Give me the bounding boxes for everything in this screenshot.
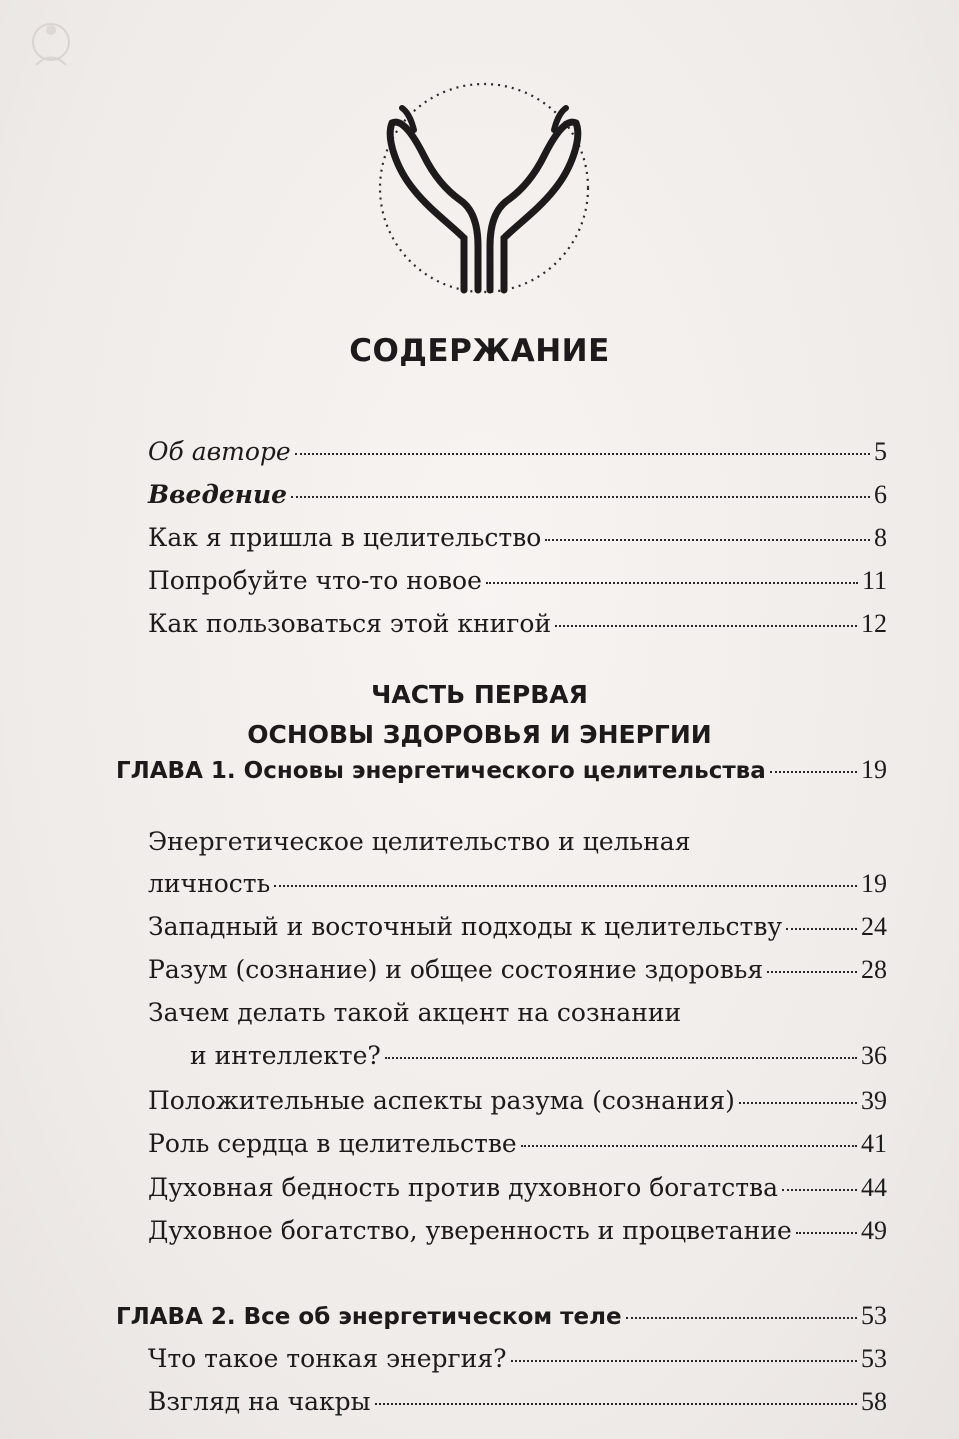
- toc-page-number: 24: [861, 912, 887, 941]
- toc-page-number: 53: [861, 1344, 887, 1373]
- toc-entry-label: Роль сердца в целительстве: [148, 1129, 517, 1158]
- toc-entry-label: Как я пришла в целительство: [148, 523, 542, 552]
- raised-hands-icon: [374, 78, 594, 298]
- dot-leader: [786, 928, 857, 930]
- toc-page-number: 8: [874, 523, 887, 552]
- dot-leader: [291, 496, 870, 498]
- chapter-entry[interactable]: [116, 1301, 887, 1332]
- chapter-label: ГЛАВА 1. Основы энергетического целительства: [116, 758, 766, 784]
- toc-entry-label: Об авторе: [148, 437, 291, 466]
- toc-entry-label-line1: Зачем делать такой акцент на сознании: [148, 998, 682, 1027]
- toc-entry[interactable]: [148, 955, 887, 985]
- toc-entry-label: Взгляд на чакры: [148, 1387, 371, 1416]
- toc-entry[interactable]: [148, 1344, 887, 1374]
- toc-page-number: 36: [861, 1041, 887, 1070]
- toc-page-number: 41: [861, 1129, 887, 1158]
- dot-leader: [555, 625, 857, 627]
- toc-page-number: 44: [861, 1173, 887, 1202]
- dot-leader: [626, 1317, 857, 1319]
- toc-page-number: 5: [874, 437, 887, 466]
- dot-leader: [274, 885, 857, 887]
- toc-entry[interactable]: [148, 523, 887, 553]
- toc-page-number: 11: [861, 566, 887, 595]
- toc-entry-label: личность: [148, 869, 271, 898]
- toc-page-number: 58: [861, 1387, 887, 1416]
- toc-entry-label: Введение: [148, 480, 288, 509]
- chapter-label: ГЛАВА 2. Все об энергетическом теле: [116, 1304, 622, 1330]
- toc-entry[interactable]: [148, 869, 887, 899]
- toc-entry[interactable]: [148, 566, 887, 596]
- toc-entry-label: Что такое тонкая энергия?: [148, 1344, 507, 1373]
- dot-leader: [782, 1189, 857, 1191]
- toc-page-number: 53: [861, 1301, 887, 1330]
- toc-entry[interactable]: [148, 437, 887, 467]
- dot-leader: [521, 1145, 857, 1147]
- chapter-entry[interactable]: [116, 755, 887, 786]
- dot-leader: [796, 1232, 857, 1234]
- toc-page-number: 28: [861, 955, 887, 984]
- toc-entry-label: Положительные аспекты разума (сознания): [148, 1086, 735, 1115]
- toc-entry-label: Западный и восточный подходы к целительству: [148, 912, 783, 941]
- toc-entry[interactable]: [148, 1173, 887, 1203]
- toc-page-number: 19: [861, 755, 887, 784]
- toc-page-number: 39: [861, 1086, 887, 1115]
- toc-entry[interactable]: [148, 1086, 887, 1116]
- dot-leader: [545, 539, 870, 541]
- part-subheading: ОСНОВЫ ЗДОРОВЬЯ И ЭНЕРГИИ: [247, 720, 712, 749]
- dot-leader: [770, 771, 857, 773]
- dot-leader: [486, 582, 858, 584]
- toc-entry[interactable]: [148, 609, 887, 639]
- ornament-icon: [16, 10, 86, 80]
- toc-entry-label-line1: Энергетическое целительство и цельная: [148, 827, 691, 856]
- toc-entry-label: Как пользоваться этой книгой: [148, 609, 552, 638]
- toc-entry-label: Разум (сознание) и общее состояние здоровья: [148, 955, 764, 984]
- toc-entry-label: Попробуйте что-то новое: [148, 566, 482, 595]
- dot-leader: [385, 1057, 857, 1059]
- toc-page-number: 6: [874, 480, 887, 509]
- dot-leader: [739, 1102, 857, 1104]
- toc-entry[interactable]: [148, 480, 887, 510]
- dot-leader: [767, 971, 857, 973]
- dot-leader: [511, 1360, 858, 1362]
- part-heading: ЧАСТЬ ПЕРВАЯ: [371, 680, 588, 709]
- toc-entry[interactable]: [148, 1387, 887, 1417]
- toc-entry-label: Духовное богатство, уверенность и процветание: [148, 1216, 792, 1245]
- toc-entry[interactable]: [148, 1129, 887, 1159]
- toc-page-number: 19: [861, 869, 887, 898]
- toc-entry[interactable]: [190, 1041, 887, 1071]
- toc-page-number: 49: [861, 1216, 887, 1245]
- toc-entry[interactable]: [148, 1216, 887, 1246]
- dot-leader: [375, 1403, 857, 1405]
- toc-entry-label: и интеллекте?: [190, 1041, 381, 1070]
- toc-entry-label: Духовная бедность против духовного богатства: [148, 1173, 779, 1202]
- toc-entry[interactable]: [148, 912, 887, 942]
- dot-leader: [295, 453, 870, 455]
- toc-page-number: 12: [861, 609, 887, 638]
- page-title: СОДЕРЖАНИЕ: [349, 333, 610, 369]
